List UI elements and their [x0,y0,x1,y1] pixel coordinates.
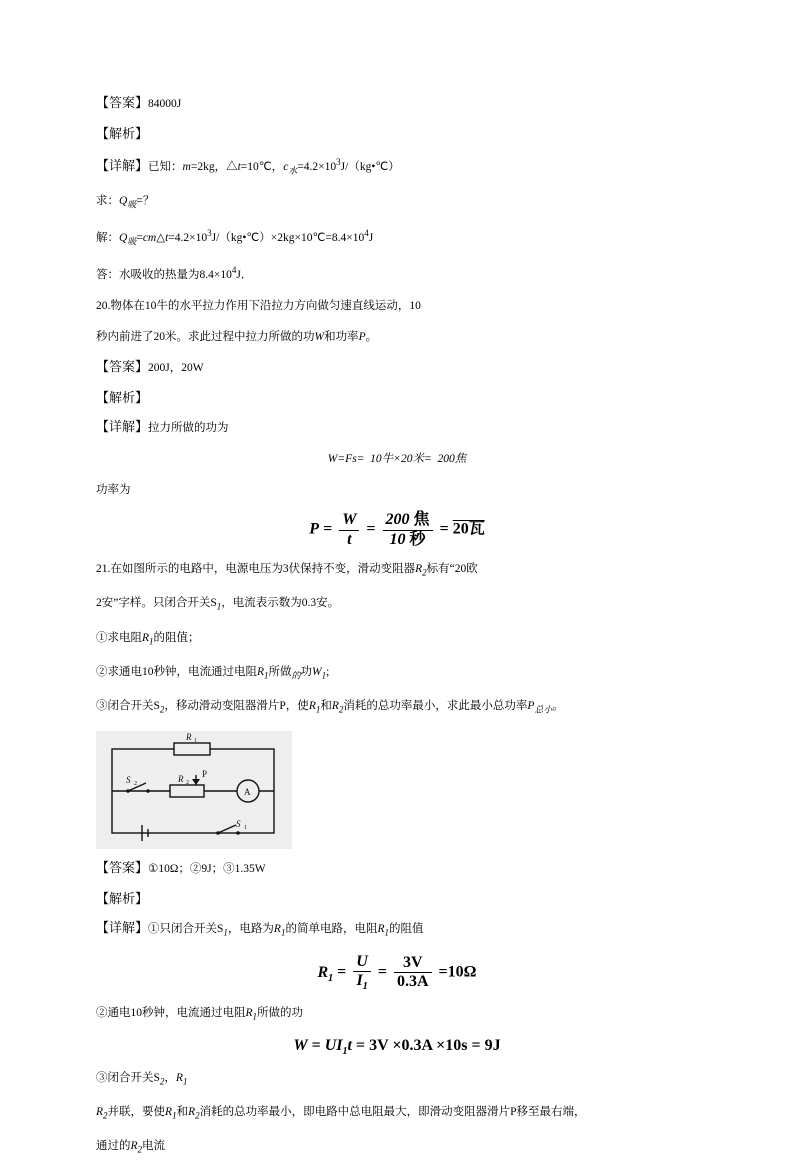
svg-text:S: S [236,818,241,829]
answer-value: 84000J [148,98,182,110]
circuit-diagram-image [96,731,292,849]
answer-tag: 【答案】 [96,95,149,110]
answer-value-2: 200J，20W [148,362,204,375]
formula-work: W=Fs= 10牛×20米= 200焦 [327,453,467,466]
analysis-tag: 【解析】 [96,390,149,406]
ask-line: 求：$Q_吸=$？ [96,195,155,210]
detail-item-3-cont: $R_2$并联，要使$R_1$和$R_2$消耗的总功率最小，即电路中总电阻最大，即滑动变阻器滑片P移至最右端， [96,1105,586,1121]
question-21-item-1: ①求电阻$R_1$的阻值； [96,631,200,647]
answer-line-3 [96,853,698,884]
conclusion-line: 答：水吸收的热量为$8.4\times 10^4J$． [96,265,253,282]
analysis-tag: 【解析】 [96,126,149,141]
analysis-tag-line-2 [96,383,698,412]
detail-item-3-cont2: 通过的$R_2$电流 [96,1140,166,1155]
detail-tag: 【详解】 [96,919,149,935]
question-21-item-2: ②求通电10秒钟，电流通过电阻$R_1$所做$_的$功$W_1$; [96,666,330,681]
svg-text:2: 2 [186,779,189,786]
svg-text:1: 1 [194,737,197,744]
detail-line-3: 【详解】①只闭合开关$S_1$，电路为$R_1$的简单电路，电阻$R_1$的阻值 [96,919,424,937]
detail-item-2: ②通电10秒钟，电流通过电阻$R_1$所做的功 [96,1007,304,1022]
formula-power: P = $\frac{W}{t}$ = $\frac{\text{200 焦}}{\text{10 秒}}$ = 20瓦 [309,511,485,548]
svg-text:A: A [244,786,251,797]
svg-text:S: S [126,774,131,785]
formula-work-2: $W = UI_1t = 3V \times 0.3A \times 10s = 9J$ [293,1037,501,1058]
answer-tag: 【答案】 [96,359,149,375]
question-20: 20.物体在10牛的水平拉力作用下沿拉力方向做匀速直线运动，10 秒内前进了20米。求此过程中拉力所做的功W和功率P。 [96,300,421,344]
answer-line-2 [96,352,698,383]
analysis-tag: 【解析】 [96,890,149,906]
svg-text:R: R [178,773,184,784]
answer-value-3: ①10Ω；②9J；③1.35W [148,862,266,875]
question-21-item-3: ③闭合开关$S_2$，移动滑动变阻器滑片P，使$R_1$和$R_2$消耗的总功率最小，求此最小总功率$P_{总小}$。 [96,700,564,715]
detail-line-1 [96,148,698,185]
solution-line: 解：$Q_吸=cm\triangle t=4.2\times 10^3J/(kg•℃)\times 2kg\times 10℃=8.4\times 10^4J$ [96,228,374,247]
svg-text:1: 1 [244,824,247,831]
analysis-tag-line-1 [96,119,698,148]
svg-text:2: 2 [134,780,137,787]
detail-tag: 【详解】 [96,419,149,435]
svg-text:P: P [202,768,208,779]
answer-tag: 【答案】 [96,859,149,875]
answer-line-1 [96,88,698,119]
detail-item-3: ③闭合开关$S_2$，$R_1$ [96,1071,188,1086]
formula-resistance: $R_1$ = $\frac{U}{I_1}$ = $\frac{3V}{0.3A}$ =10Ω [317,952,477,993]
circuit-svg [96,731,292,849]
detail-text: 已知：m=2kg，△t=10℃，$c_水=4.2\times 10^3J/(kg•℃)$ [148,157,400,176]
detail-tag: 【详解】 [96,157,149,173]
detail-line-2: 【详解】拉力所做的功为 [96,419,229,435]
question-21: 21.在如图所示的电路中，电源电压为3伏保持不变，滑动变阻器$R_2$标有“20欧 2安”字样。只闭合开关$S_1$，电流表示数为0.3安。 [96,563,478,612]
analysis-tag-line-3 [96,884,698,913]
power-label-line: 功率为 [96,484,131,497]
svg-text:R: R [186,731,192,742]
